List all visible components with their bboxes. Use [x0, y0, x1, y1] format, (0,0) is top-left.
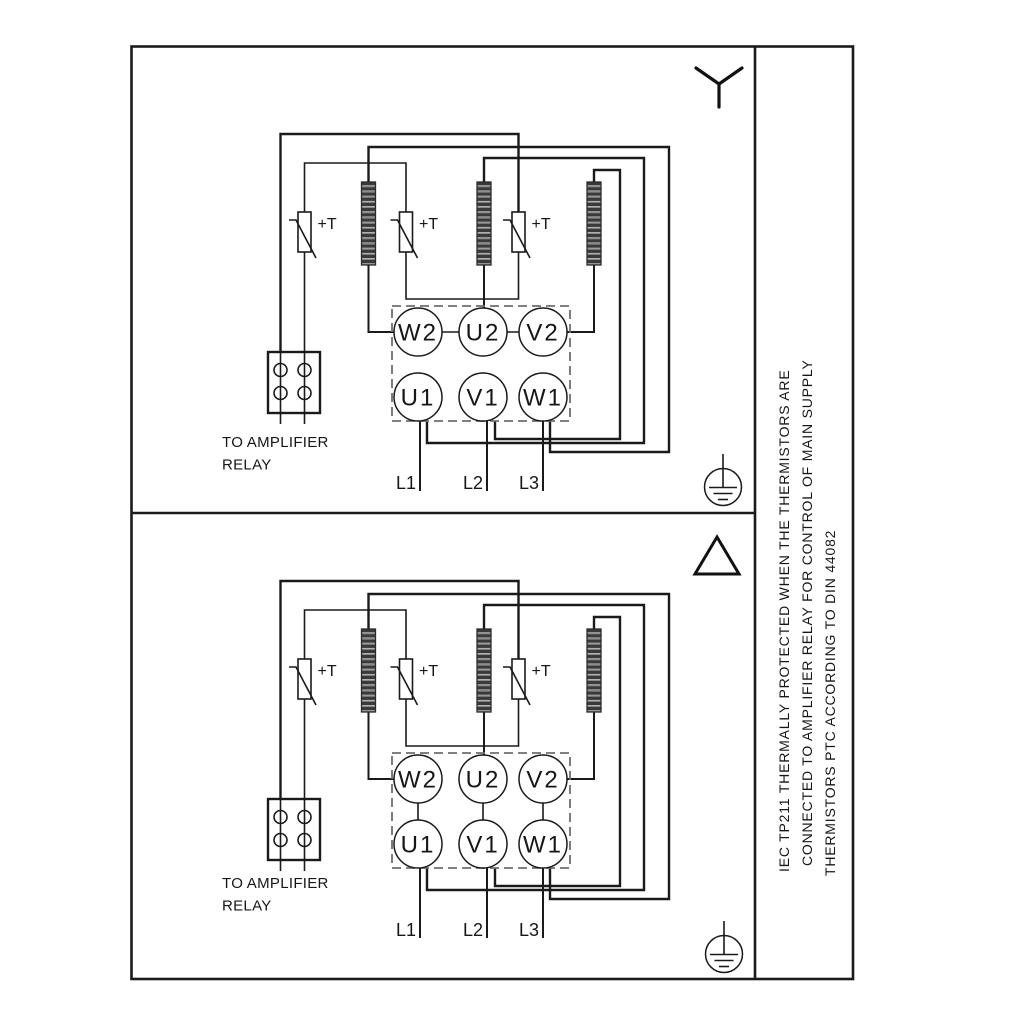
terminal-label-u2: U2 — [465, 319, 501, 347]
thermistor-label-1: +T — [317, 216, 337, 233]
side-note-line-1: IEC TP211 THERMALLY PROTECTED WHEN THE THERMISTORS ARE — [776, 369, 792, 872]
terminal-label-u2: U2 — [465, 766, 501, 794]
terminal-label-u1: U1 — [400, 384, 436, 412]
relay-note-line1: TO AMPLIFIER — [222, 875, 329, 892]
delta-terminal-links — [418, 803, 543, 820]
supply-line-label-l1: L1 — [395, 920, 416, 940]
thermistor-label-3: +T — [531, 663, 551, 680]
star-symbol-icon — [696, 68, 742, 107]
terminal-label-v1: V1 — [466, 384, 500, 412]
terminal-label-w2: W2 — [398, 319, 438, 347]
thermistor-label-2: +T — [419, 663, 439, 680]
terminal-label-u1: U1 — [400, 831, 436, 859]
relay-note-line1: TO AMPLIFIER — [222, 434, 329, 451]
panel-delta — [222, 537, 743, 973]
terminal-label-w1: W1 — [523, 831, 563, 859]
panel-star — [222, 68, 742, 506]
thermistor-label-1: +T — [317, 663, 337, 680]
supply-line-label-l2: L2 — [462, 473, 483, 493]
side-note-line-2: CONNECTED TO AMPLIFIER RELAY FOR CONTROL OF MAIN SUPPLY — [799, 359, 815, 866]
side-note-line-3: THERMISTORS PTC ACCORDING TO DIN 44082 — [822, 529, 838, 876]
terminal-label-w1: W1 — [523, 384, 563, 412]
thermistor-label-2: +T — [419, 216, 439, 233]
supply-line-label-l1: L1 — [395, 473, 416, 493]
ground-icon — [706, 921, 743, 973]
terminal-label-v1: V1 — [466, 831, 500, 859]
terminal-label-w2: W2 — [398, 766, 438, 794]
terminal-label-v2: V2 — [526, 766, 560, 794]
delta-symbol-icon — [695, 537, 739, 574]
side-note-column — [776, 359, 838, 876]
supply-line-label-l3: L3 — [518, 473, 539, 493]
ground-icon — [705, 454, 742, 506]
thermistor-label-3: +T — [531, 216, 551, 233]
supply-line-label-l2: L2 — [462, 920, 483, 940]
relay-note-line2: RELAY — [222, 897, 272, 915]
terminal-label-v2: V2 — [526, 319, 560, 347]
supply-line-label-l3: L3 — [518, 920, 539, 940]
relay-note-line2: RELAY — [222, 456, 272, 474]
